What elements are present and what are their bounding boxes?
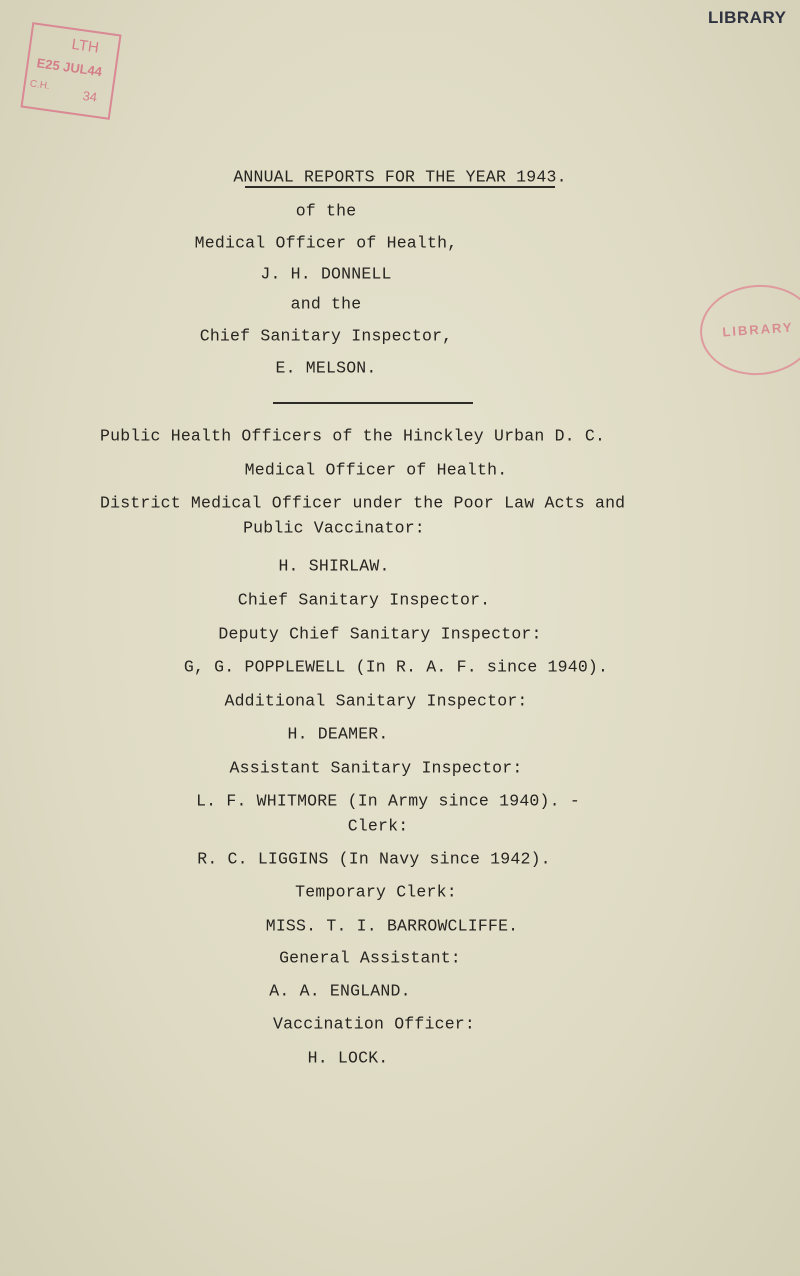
entry: Clerk:	[347, 816, 409, 836]
header-line: Medical Officer of Health,	[194, 233, 458, 253]
entry: L. F. WHITMORE (In Army since 1940). -	[196, 791, 580, 811]
header-line: E. MELSON.	[275, 358, 377, 378]
library-stamp: LIBRARY	[708, 8, 787, 27]
stamp-text: C.H.	[29, 78, 51, 93]
report-title: ANNUAL REPORTS FOR THE YEAR 1943.	[233, 167, 567, 187]
entry: Vaccination Officer:	[272, 1014, 476, 1034]
entry: H. DEAMER.	[287, 724, 389, 744]
header-line: Chief Sanitary Inspector,	[199, 326, 453, 346]
title-underline	[245, 186, 555, 188]
library-oval-stamp: LIBRARY	[697, 281, 800, 379]
stamp-text: LTH	[70, 35, 100, 57]
entry: Chief Sanitary Inspector.	[237, 590, 491, 610]
stamp-date: E25 JUL44	[35, 55, 103, 80]
entry: General Assistant:	[279, 948, 461, 968]
entry: Assistant Sanitary Inspector:	[229, 758, 523, 778]
district-line: District Medical Officer under the Poor Law Acts and	[100, 493, 626, 513]
entry: Additional Sanitary Inspector:	[224, 691, 528, 711]
district-line: Public Vaccinator:	[243, 518, 425, 538]
entry: H. SHIRLAW.	[278, 556, 390, 576]
entry: Deputy Chief Sanitary Inspector:	[218, 624, 542, 644]
moh-title: Medical Officer of Health.	[244, 460, 508, 480]
received-stamp	[20, 22, 121, 120]
header-line: J. H. DONNELL	[260, 264, 392, 284]
entry: MISS. T. I. BARROWCLIFFE.	[265, 916, 519, 936]
stamp-number: 34	[81, 87, 99, 105]
entry: Temporary Clerk:	[295, 882, 457, 902]
entry: H. LOCK.	[307, 1048, 389, 1068]
entry: G, G. POPPLEWELL (In R. A. F. since 1940).	[183, 657, 609, 677]
divider	[273, 402, 473, 404]
header-line: and the	[290, 294, 362, 314]
header-line: of the	[295, 201, 357, 221]
entry: R. C. LIGGINS (In Navy since 1942).	[197, 849, 551, 869]
entry: A. A. ENGLAND.	[269, 981, 411, 1001]
section-heading: Public Health Officers of the Hinckley Urban D. C.	[100, 426, 606, 446]
